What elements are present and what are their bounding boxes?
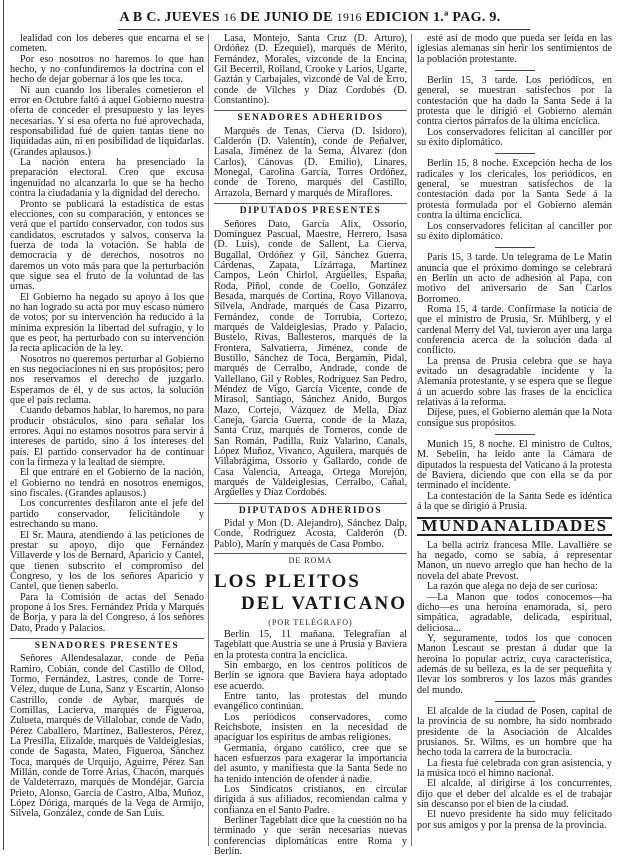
paragraph: Munich 15, 8 noche. El ministro de Cultos, M. Sebelin, ha leído ante la Cámara de diputados la respuesta del Vaticano á la protesta de Baviera, diciendo que con ella se da por terminado el incidente.: [417, 439, 612, 492]
article-body: [214, 630, 407, 857]
paragraph: Nosotros no queremos perturbar al Gobierno en sus negociaciones ni en sus propósitos; pero nos reservamos el derecho de juzgarlo. Esperamos de él, y de sus actos, la solución que el país reclama.: [10, 353, 204, 407]
paragraph: esté así de modo que pueda ser leída en las iglesias alemanas sin herir los sentimientos de la población protestante.: [417, 33, 612, 65]
divider: [495, 701, 535, 702]
article-byline: (POR TELÉGRAFO): [268, 617, 353, 627]
section-heading-diputados-presentes: DIPUTADOS PRESENTES: [214, 203, 407, 216]
section-heading-senadores-presentes: SENADORES PRESENTES: [10, 638, 204, 651]
section-heading-diputados-adheridos: DIPUTADOS ADHERIDOS: [214, 503, 407, 516]
masthead-year: 1916: [336, 10, 362, 24]
column-1-text: [10, 34, 204, 634]
paragraph: Para la Comisión de actas del Senado propone á los Sres. Fernández Prida y Marqués de Borja, y para la del Congreso, á los señores Dato, Prado y Palacios.: [10, 591, 204, 634]
paragraph: Cuando debamos hablar, lo haremos, no para producir obstáculos, sino para señalar los errores. Aquí no estamos nosotros para servir á intereses de partido, sino á los intereses del país. El partido conservador ha de continuar con la firmeza y la lealtad de siempre.: [10, 405, 204, 469]
column-3: [417, 34, 612, 846]
paragraph: El nuevo presidente ha sido muy felicitado por sus amigos y por la prensa de la provincia.: [417, 809, 612, 831]
paragraph: La fiesta fué celebrada con gran asistencia, y la música tocó el himno nacional.: [417, 757, 612, 779]
paragraph: Por eso nosotros no haremos lo que han hecho, y no confundiremos la doctrina con el hecho de dejar gobernar á los que les toca.: [10, 53, 204, 86]
paragraph: Los conservadores felicitan al canciller por su éxito diplomático.: [417, 126, 612, 149]
mundanalidades-body: [417, 541, 612, 696]
divider: [495, 70, 535, 71]
column-rule: [411, 34, 412, 846]
paragraph: Sin embargo, en los centros políticos de Berlín se ignora que Baviera haya adoptado ese acuerdo.: [214, 659, 407, 692]
paragraph: —La Manon que todos conocemos—ha dicho—es una heroína enamorada, sí, pero simpática, agradable, delicada, espiritual, deliciosa...: [417, 591, 612, 634]
divider: [495, 247, 535, 248]
masthead-paper: A B C. JUEVES: [119, 10, 220, 25]
dispatch-berlin-1: [417, 76, 612, 148]
dispatch-munich: [417, 440, 612, 512]
article-title-line-2: DEL VATICANO: [240, 592, 407, 614]
paragraph: Díjese, pues, el Gobierno alemán que la Nota consigue sus propósitos.: [417, 407, 612, 429]
paragraph: Germania, órgano católico, cree que se hacen esfuerzos para exagerar la importancia del asunto, y manifiesta que la Santa Sede no ha tenido intención de ofender á nadie.: [214, 742, 407, 785]
column-1: [10, 34, 204, 846]
paragraph: Berliner Tageblatt dice que la cuestión no ha terminado y que serán necesarias nuevas conferencias diplomáticas entre Roma y Berlín.: [214, 815, 407, 857]
paragraph: El que entraré en el Gobierno de la nación, el Gobierno no tendrá en nosotros enemigos, sino fiscales. (Grandes aplausos.): [10, 467, 204, 500]
masthead-rule: [118, 29, 530, 30]
masthead-day: 16: [223, 10, 237, 24]
paragraph: La prensa de Prusia celebra que se haya evitado un desagradable incidente y la Alemania protestante, y se espera que se llegue á un acuerdo sobre las frases de la encíclica relativas á la reforma.: [417, 355, 612, 408]
divider: [495, 153, 535, 154]
paragraph: Berlín 15, 11 mañana. Telegrafían al Tageblatt que Austria se une á Prusia y Baviera en la protesta contra la encíclica.: [214, 628, 407, 661]
article-title-line-1: LOS PLEITOS: [214, 570, 361, 592]
column-3-text: [417, 34, 612, 65]
column-rule: [208, 34, 209, 846]
column-1-list: [10, 654, 204, 820]
paragraph: Pronto se publicará la estadística de estas elecciones, con su comparación, y entonces se verá que el partido conservador, con todos sus candidatos, escrutados y salvos, conserva la fuerza de toda la votación. Se habla de democracia y de derechos, nosotros no daremos un voto más para que la perturbación que sigue sea el fruto de la voluntad de las urnas.: [10, 198, 204, 293]
mundanalidades-body-2: [417, 707, 612, 831]
section-heading-mundanalidades: MUNDANALIDADES: [417, 517, 612, 535]
paragraph: Ni aun cuando los liberales cometieron el error en Octubre faltó á aquel Gobierno nuestra oferta de conceder el presupuesto y las leyes necesarias. Y si esa oferta no fué aprovechada, responsabilidad fué de quien tantas tiene no liquidadas aún, ni en posibilidad de liquidarlas. (Grandes aplausos.): [10, 84, 204, 158]
paragraph: Los periódicos conservadores, como Reichsbote, insisten en la necesidad de apaciguar los espíritus de ambas religiones.: [214, 711, 407, 744]
paragraph: La nación entera ha presenciado la preparación electoral. Creo que excusa ingenuidad no alcanzarla lo que se ha hecho contra la ciudadanía y la dignidad del derecho.: [10, 157, 204, 200]
paragraph: Roma 15, 4 tarde. Confírmase la noticia de que el ministro de Prusia, Sr. Mühlberg, y el cardenal Merry del Val, tuvieron ayer una larga conferencia acerca de la solución dada al conflicto.: [417, 303, 612, 357]
paragraph: La razón que alega no deja de ser curiosa:: [427, 581, 598, 593]
paragraph: Pidal y Mon (D. Alejandro), Sánchez Dalp, Conde, Rodríguez Acosta, Calderón (D. Pablo), Marín y marqués de Casa Pombo.: [214, 518, 407, 550]
diputados-adheridos-list: [214, 519, 407, 550]
masthead-edition: EDICION 1.ª PAG. 9.: [365, 10, 501, 25]
paragraph: Señores Dato, García Alix, Ossorio, Domínguez Pascual, Maestre, Herrero, Isasa (D. Luis), conde de Sallent, La Cierva, Bugallal, Ordóñez y Gil, Sánchez Guerra, Cárdenas, Zapata, Lizárraga, Martínez Campos, León Chirlol, Argüelles, España, Roda, Piñol, conde de Coello, González Besada, marqués de Cortina, Royo Villanova, Silvela, Andrade, marqués de Casa Pizarro, Fernández, conde de Torrubia, Cortezo, marqués de Valdeiglesias, Prado y Palacio, Bustelo, Rivas, Ballesteros, marqués de la Frontera, Salvatierra, Jiménez, conde de Bustillo, Sánchez de Toca, Bergamín, Pidal, marqués de Cerralbo, Andrade, conde de Vallellano, Gil y Robles, Rodríguez San Pedro, Méndez de Vigo, García Vicente, conde de Mirasol, Santiago, Sánchez Anido, Burgos Mazo, Cortejo, Vázquez de Mella, Díaz Caneja, García Guerra, conde de la Maza, Santa Cruz, marqués de Torneros, conde de San Román, Padilla, Ruiz Valarino, Canals, López Muñoz, Vivanco, Aguilera, marqués de Villabrágima, Ossorio y Gallardo, conde de Casa Valencia, Arteaga, Ortega Morejón, marqués de Valdeiglesias, Cerralbo, Cañal, Argüelles y Díaz Cordobés.: [214, 218, 407, 499]
paragraph: Lasa, Montejo, Santa Cruz (D. Arturo), Ordóñez (D. Ezequiel), marqués de Mérito, Fernández, Morales, vizconde de la Encina, Gil Becerril, Rolland, Crooke y Larios, Ugarte, Gaztán y Carbajales, vizconde de Val de Erro, conde de Vilches y Díaz Cordobés (D. Constantino).: [214, 33, 407, 107]
paragraph: El Gobierno ha negado su apoyo á los que no han logrado su acta por muy escaso número de votos; por su intervención ha reducido á la mínima expresión la libertad del sufragio, y lo que es peor, ha perturbado con su intervención la recta aplicación de la ley.: [10, 291, 204, 355]
divider: [495, 434, 535, 435]
paragraph: Los conservadores felicitan al canciller por su éxito diplomático.: [417, 220, 612, 242]
paragraph: El alcalde, al dirigirse á los concurrentes, dijo que el deber del alcalde es el de trabajar sin descanso por el bien de la ciudad.: [417, 778, 612, 811]
diputados-presentes-list: [214, 220, 407, 499]
paragraph: Los Sindicatos cristianos, en circular dirigida á sus afiliados, recomiendan calma y confianza en el Santo Padre.: [214, 784, 407, 816]
column-2: [214, 33, 407, 857]
column-2-text: [214, 34, 407, 106]
article-kicker: DE ROMA: [214, 553, 407, 566]
paragraph: El alcalde de la ciudad de Posen, capital de la provincia de su nombre, ha sido nombrado presidente de la Asociación de Alcaldes prusianos. Sr. Wilms, es un hombre que ha hecho toda la carrera de la burocracia.: [417, 705, 612, 759]
senadores-adheridos-list: [214, 127, 407, 199]
paragraph: El Sr. Maura, atendiendo á las peticiones de prestar su apoyo, dijo que Fernández Villaverde y los de Bernard, Aparicio y Cantel, que tienen subscrito el compromiso del Congreso, y los de los señores Aparicio y Cantel, que tienen saberlo.: [10, 529, 204, 593]
paragraph: lealidad con los deberes que encarna el se cometen.: [10, 33, 204, 55]
paragraph: Berlín 15, 3 tarde. Los periódicos, en general, se muestran satisfechos por la contestación que ha dado la Santa Sede á la protesta que le dirigió el Gobierno alemán contra ciertos párrafos de la última encíclica.: [417, 75, 612, 128]
paragraph: Señores Allendesalazar, conde de Peña Ramiro, Cobián, conde del Castillo de Ollod, Tormo, Fernández, Lastres, conde de Torre-Vélez, duque de Luna, Sanz y Escartín, Alonso Castrillo, conde de Aybar, marqués de Comillas, Lacierva, marqués de Figueroa, Zulueta, marqués de Villalobar, conde de Vado, Pérez Caballero, Martínez, Ballesteros, Pérez, La Presilla, Elizalde, marqués de Valdeiglesias, conde de Sagasta, Mateo, Figueroa, Sánchez Toca, marqués de Urquijo, Aguirre, Pérez San Millán, conde de Torre Arias, Chacón, marqués de Valdeterrazo, marqués de Mondéjar, García Prieto, Alonso, García de Castro, Alba, Muñoz, López Dóriga, marqués de la Vega de Armijo, Silvela, González, conde de San Luis.: [10, 653, 204, 820]
masthead-month: DE JUNIO DE: [240, 10, 333, 25]
dispatch-berlin-2: [417, 159, 612, 242]
paragraph: París 15, 3 tarde. Un telegrama de Le Matin anuncia que el próximo domingo se celebrará en Berlín un acto de adhesión al Papa, con motivo del aniversario de San Carlos Borromeo.: [417, 252, 612, 305]
dispatch-paris-roma: [417, 253, 612, 429]
paragraph: Entre tanto, las protestas del mundo evangélico continúan.: [214, 690, 407, 713]
masthead: [0, 10, 620, 26]
paragraph: Los concurrentes desfilaron ante el jefe del partido conservador, felicitándole y estrechando su mano.: [10, 498, 204, 531]
paragraph: La bella actriz francesa Mlle. Lavallière se ha negado, como se sabía, á representar Manon, un nuevo arreglo que han hecho de la novela del abate Prevost.: [417, 539, 612, 582]
paragraph: Marqués de Tenas, Cierva (D. Isidoro), Calderón (D. Valentín), conde de Peñalver, Lasala, Jiménez de la Serna, Álvarez (don Carlos), Cánovas (D. Emilio), Linares, Monegal, Carolina García, Torres Ordóñez, conde de Toreno, marqués del Castillo, Arrazola, Bernard y marqués de Miraflores.: [214, 125, 407, 199]
section-heading-senadores-adheridos: SENADORES ADHERIDOS: [214, 110, 407, 123]
paragraph: Berlín 15, 8 noche. Excepción hecha de los radicales y los clericales, los periódicos, en general, se muestran satisfechos de la contestación dada por la Santa Sede á la protesta formulada por el Gobierno alemán contra la última encíclica.: [417, 158, 612, 222]
page-edge-rule: [3, 0, 4, 850]
paragraph: Y, seguramente, todos los que conocen Manon Lescaut se prestan á dudar que la heroína lo popular actriz, cuya característica, además de su belleza, es la de ser pequeñita y llevar los sombreros y los lazos más grandes del mundo.: [417, 632, 612, 696]
paragraph: La contestación de la Santa Sede es idéntica á la que se dirigió á Prusia.: [417, 490, 612, 513]
